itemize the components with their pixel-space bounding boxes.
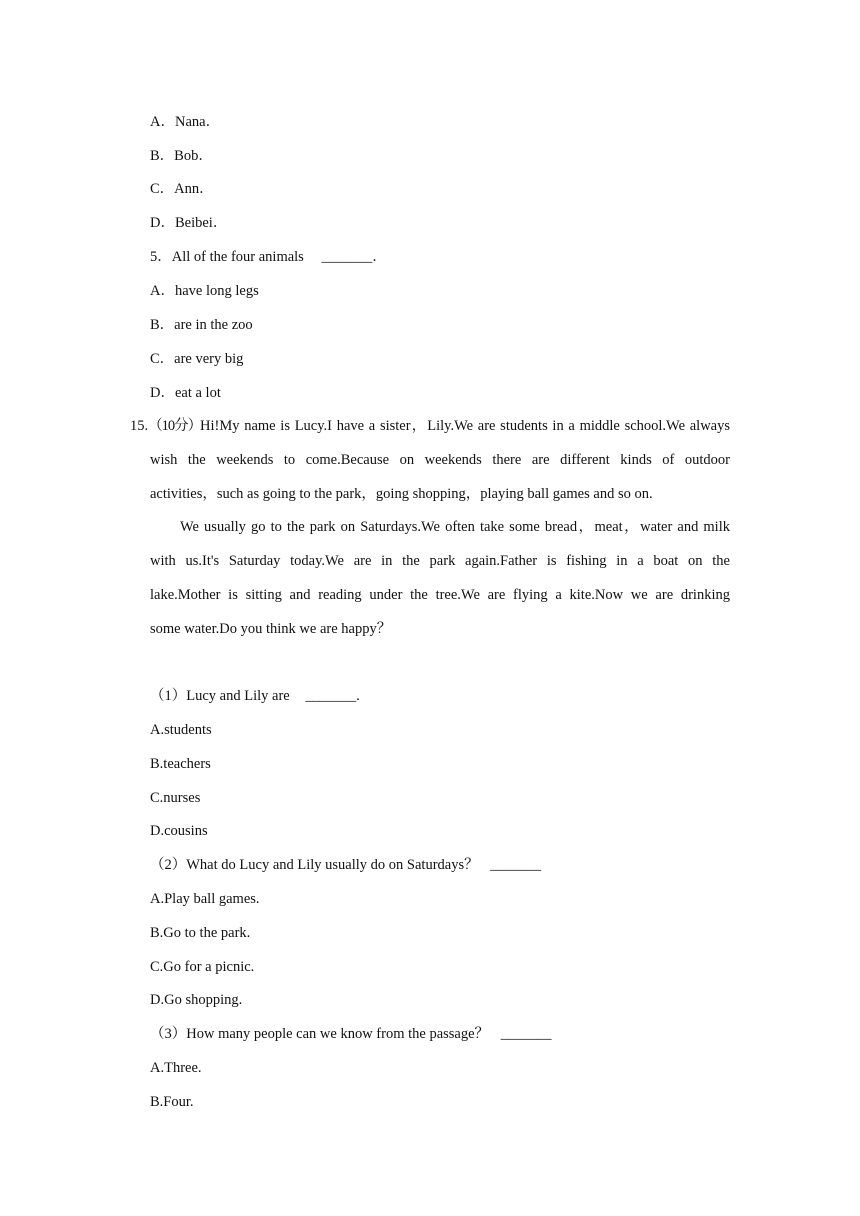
q15-para1-line1: Hi!My name is Lucy.I have a sister，Lily.We are students in a middle school.We always [200, 418, 730, 434]
q5-answer-blank: _______． [321, 249, 387, 265]
q4-option-a: A．Nana． [150, 114, 221, 130]
q4-option-d: D．Beibei． [150, 215, 228, 231]
q15-sub3-option-a: A.Three. [150, 1060, 202, 1076]
q15-sub2-stem-text: （2）What do Lucy and Lily usually do on Saturdays？ [150, 857, 479, 873]
q5-option-a: A．have long legs [150, 283, 259, 299]
q5-option-d: D．eat a lot [150, 385, 221, 401]
q5-option-c: C．are very big [150, 351, 244, 367]
q15-sub2-option-c: C.Go for a picnic. [150, 959, 255, 975]
q15-sub1-option-a: A.students [150, 722, 212, 738]
q15-sub2-option-b: B.Go to the park. [150, 925, 251, 941]
q15-sub1-stem [150, 686, 360, 706]
q4-option-b: B．Bob． [150, 148, 213, 164]
q15-sub3-option-b: B.Four. [150, 1094, 194, 1110]
q15-sub2-stem [150, 855, 541, 875]
q5-stem [150, 247, 387, 267]
q15-score: （10分） [148, 418, 202, 434]
q15-sub1-option-d: D.cousins [150, 823, 208, 839]
q15-para2-line4: some water.Do you think we are happy？ [150, 621, 392, 637]
q15-para1-line2: wish the weekends to come.Because on weekends there are different kinds of outdoor [150, 452, 730, 468]
q5-option-b: B．are in the zoo [150, 317, 253, 333]
q15-sub1-answer-blank: _______. [305, 688, 360, 704]
q15-sub3-stem-text: （3）How many people can we know from the passage？ [150, 1026, 490, 1042]
q15-sub1-option-c: C.nurses [150, 790, 201, 806]
q15-para1-line3: activities，such as going to the park，going shopping，playing ball games and so on. [150, 486, 653, 502]
q4-option-c: C．Ann． [150, 181, 214, 197]
q15-sub2-option-d: D.Go shopping. [150, 992, 243, 1008]
q15-sub3-answer-blank: _______ [500, 1026, 552, 1042]
q15-sub2-answer-blank: _______ [490, 857, 541, 873]
q15-para2-line2: with us.It's Saturday today.We are in the park again.Father is fishing in a boat on the [150, 553, 730, 569]
q15-sub2-option-a: A.Play ball games. [150, 891, 260, 907]
q15-number: 15. [130, 418, 149, 434]
q15-sub3-stem [150, 1024, 551, 1044]
q15-para2-line3: lake.Mother is sitting and reading under the tree.We are flying a kite.Now we are drinking [150, 587, 730, 603]
q15-sub1-option-b: B.teachers [150, 756, 211, 772]
q15-sub1-stem-text: （1）Lucy and Lily are [150, 688, 290, 704]
q5-stem-text: 5．All of the four animals [150, 249, 304, 265]
q15-para2-line1: We usually go to the park on Saturdays.We often take some bread，meat，water and milk [180, 519, 730, 535]
